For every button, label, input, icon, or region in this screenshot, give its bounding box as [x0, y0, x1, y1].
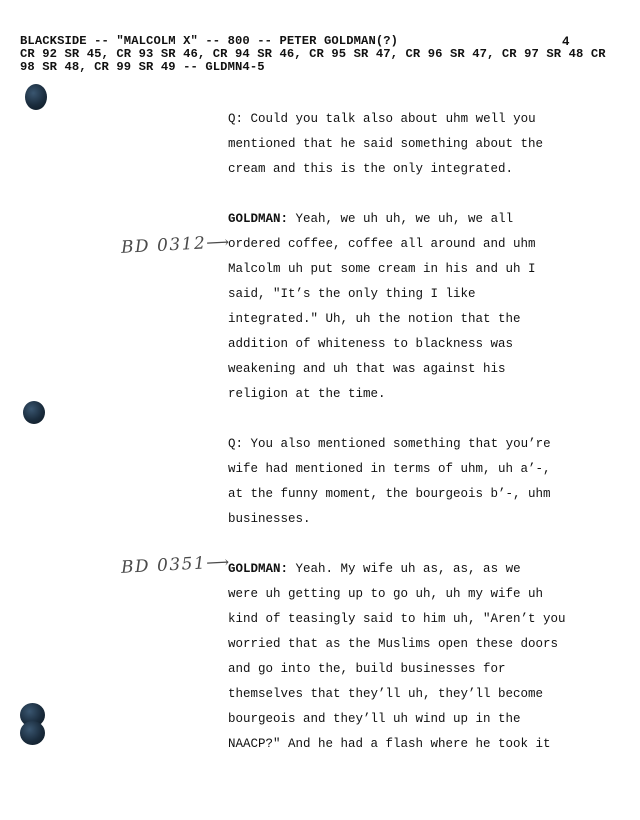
answer-paragraph	[228, 560, 568, 760]
paragraph-line: GOLDMAN: Yeah, we uh uh, we uh, we all	[228, 212, 514, 226]
paragraph-line: integrated." Uh, uh the notion that the	[228, 312, 521, 326]
speaker-label: GOLDMAN:	[228, 212, 289, 226]
paragraph-line: Q: You also mentioned something that you’re	[228, 437, 551, 451]
handwritten-annotation	[121, 552, 230, 578]
paragraph-line: addition of whiteness to blackness was	[228, 337, 514, 351]
paragraph-line: wife had mentioned in terms of uhm, uh a’-,	[228, 462, 551, 476]
punch-hole-bottom-lower	[20, 721, 45, 745]
speaker-label: Q:	[228, 112, 244, 126]
question-paragraph	[228, 435, 568, 535]
paragraph-line: at the funny moment, the bourgeois b’-, uhm	[228, 487, 551, 501]
paragraph-line: businesses.	[228, 512, 311, 526]
page-number: 4	[562, 35, 570, 49]
paragraph-line: GOLDMAN: Yeah. My wife uh as, as, as we	[228, 562, 521, 576]
paragraph-line: NAACP?" And he had a flash where he took it	[228, 737, 551, 751]
annotation-text: BD 0351	[120, 553, 207, 578]
paragraph-line: themselves that they’ll uh, they’ll become	[228, 687, 544, 701]
arrow-icon: ⟶	[205, 232, 230, 253]
paragraph-line: mentioned that he said something about the	[228, 137, 544, 151]
header-title-line: BLACKSIDE -- "MALCOLM X" -- 800 -- PETER GOLDMAN(?)	[20, 34, 399, 48]
paragraph-line: and go into the, build businesses for	[228, 662, 506, 676]
punch-hole-middle	[23, 401, 45, 424]
paragraph-line: Malcolm uh put some cream in his and uh I	[228, 262, 536, 276]
arrow-icon: ⟶	[205, 552, 230, 573]
paragraph-line: religion at the time.	[228, 387, 386, 401]
document-header	[20, 35, 620, 74]
header-reel-line-2: 98 SR 48, CR 99 SR 49 -- GLDMN4-5	[20, 60, 265, 74]
paragraph-line: cream and this is the only integrated.	[228, 162, 514, 176]
question-paragraph	[228, 110, 568, 185]
paragraph-line: bourgeois and they’ll uh wind up in the	[228, 712, 521, 726]
paragraph-line: Q: Could you talk also about uhm well you	[228, 112, 536, 126]
annotation-text: BD 0312	[120, 233, 207, 258]
paragraph-line: were uh getting up to go uh, uh my wife uh	[228, 587, 544, 601]
speaker-label: GOLDMAN:	[228, 562, 289, 576]
paragraph-line: kind of teasingly said to him uh, "Aren’t you	[228, 612, 566, 626]
paragraph-line: ordered coffee, coffee all around and uhm	[228, 237, 536, 251]
answer-paragraph	[228, 210, 568, 410]
paragraph-line: worried that as the Muslims open these doors	[228, 637, 559, 651]
paragraph-line: weakening and uh that was against his	[228, 362, 506, 376]
header-reel-line-1: CR 92 SR 45, CR 93 SR 46, CR 94 SR 46, CR 95 SR 47, CR 96 SR 47, CR 97 SR 48 CR	[20, 47, 606, 61]
speaker-label: Q:	[228, 437, 244, 451]
paragraph-line: said, "It’s the only thing I like	[228, 287, 476, 301]
handwritten-annotation	[121, 232, 230, 258]
punch-hole-top	[25, 84, 47, 110]
